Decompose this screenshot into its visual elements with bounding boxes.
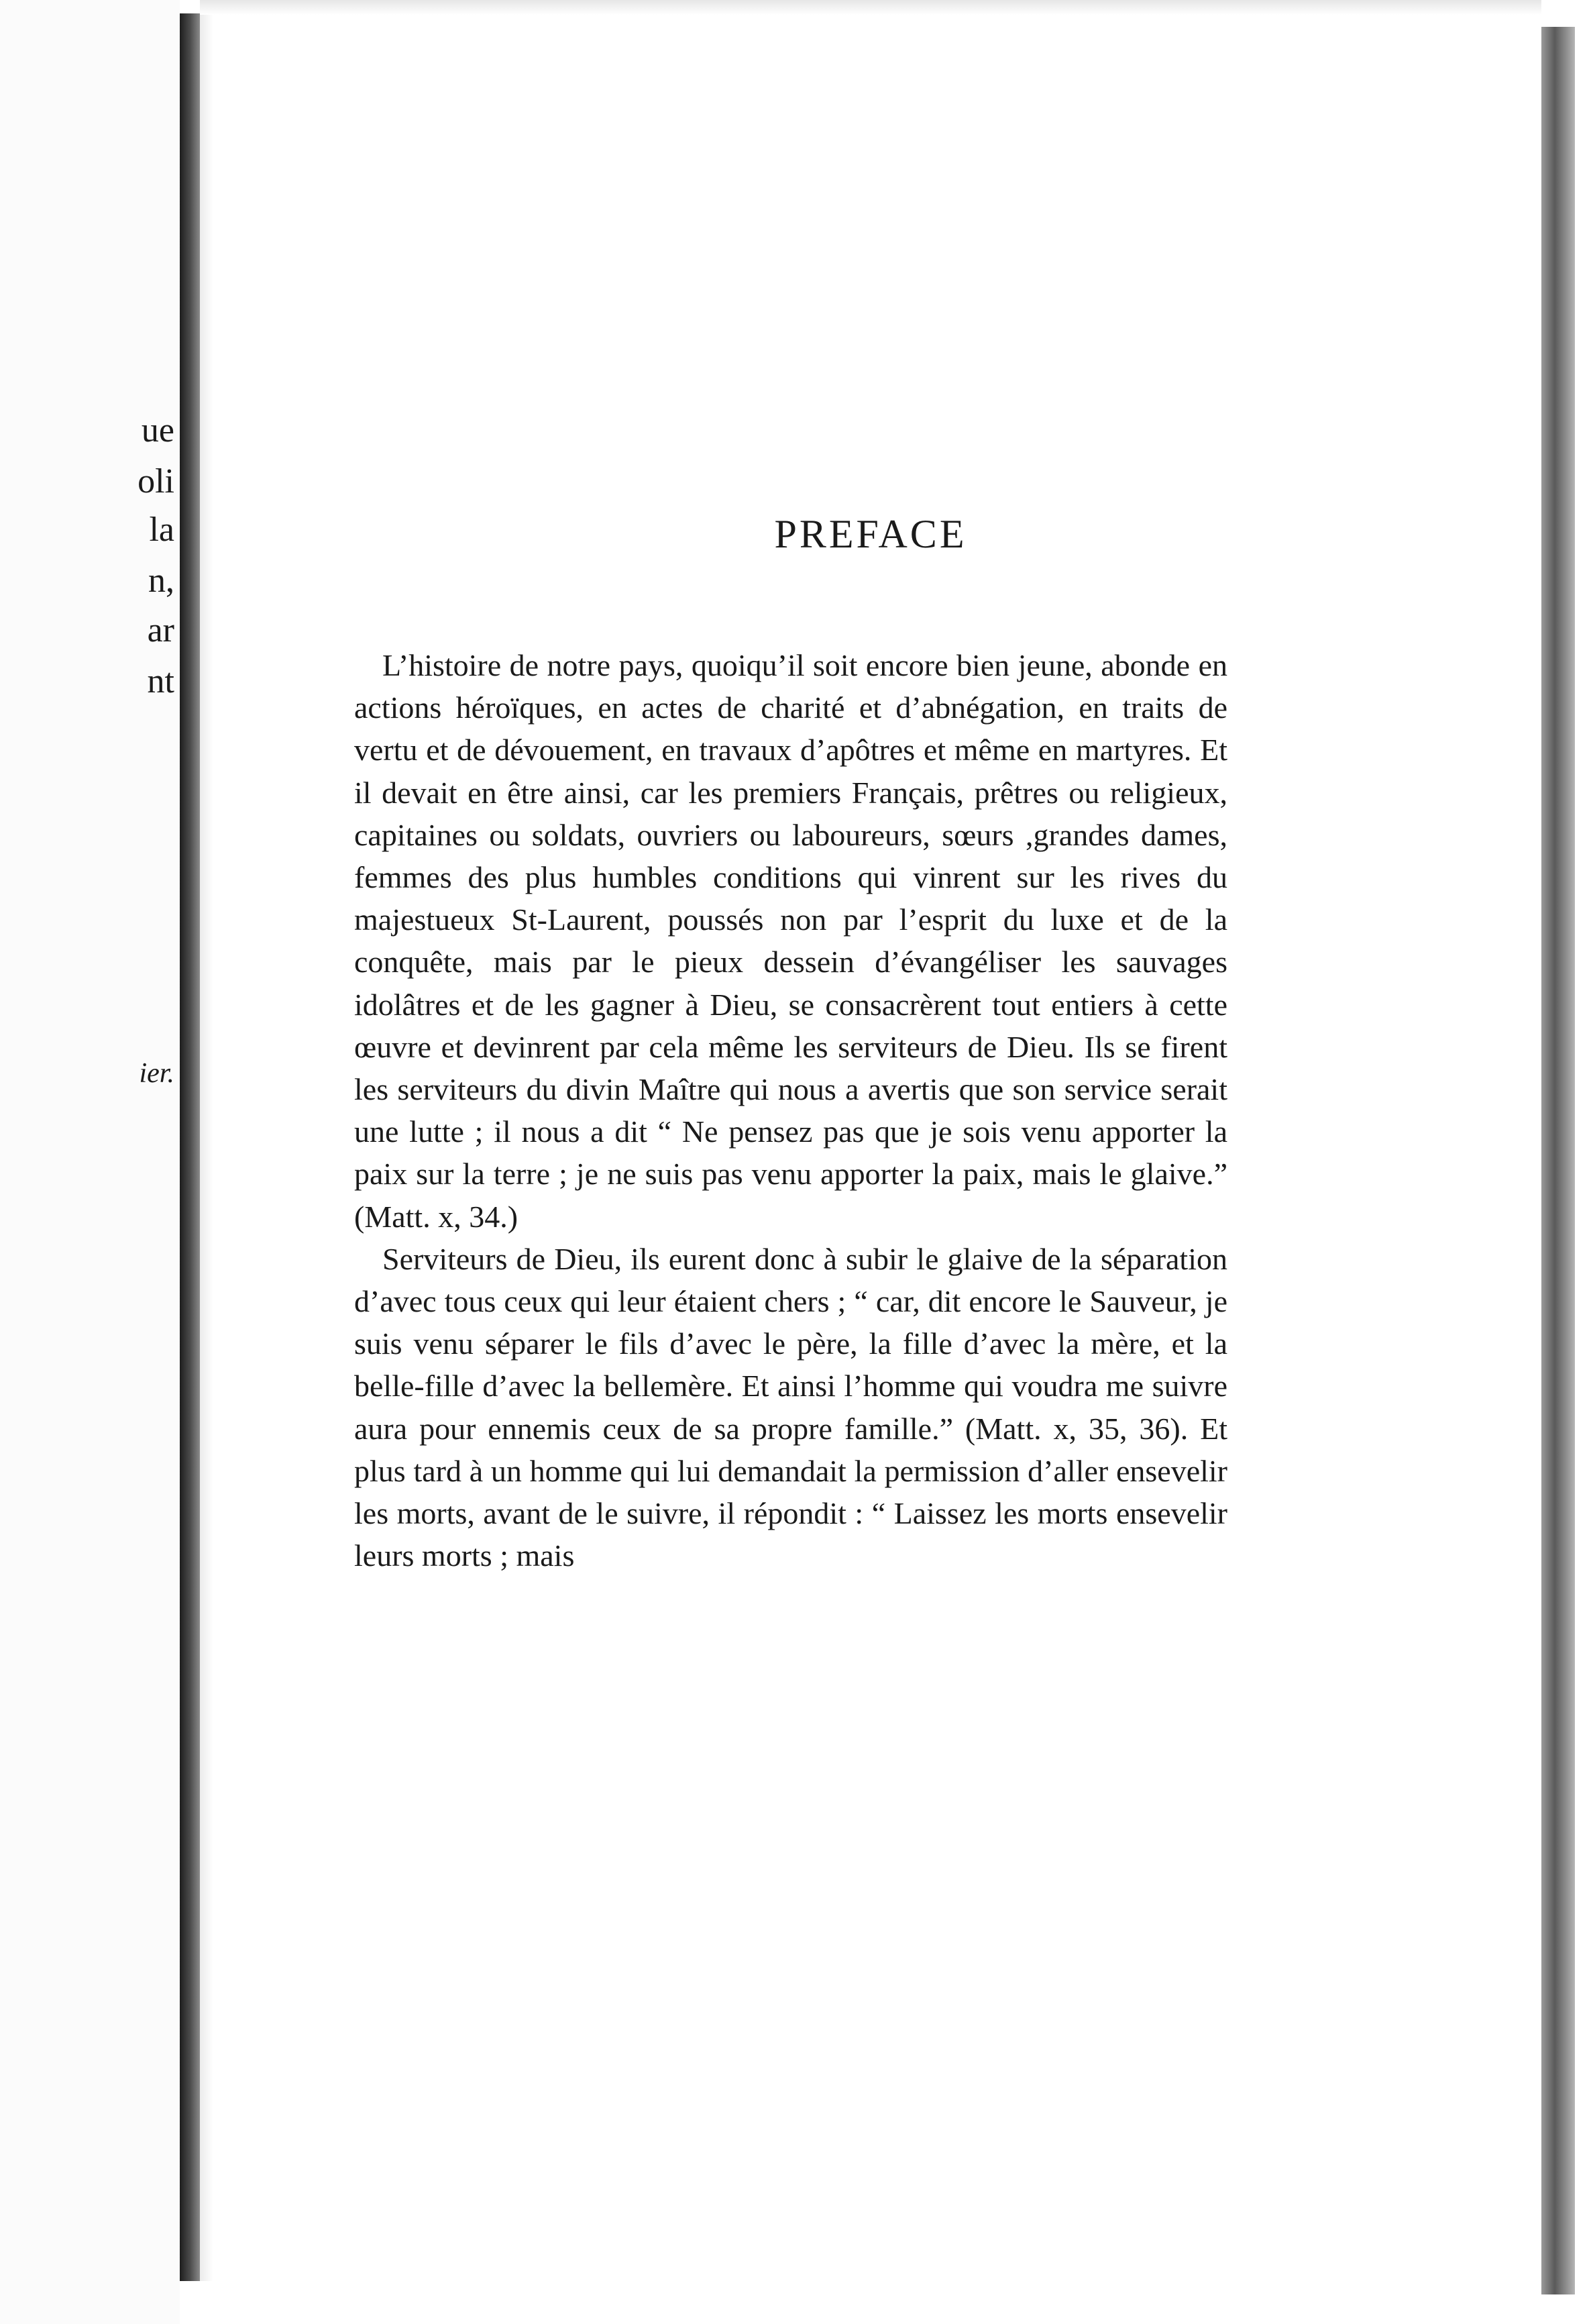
left-page-text: oli — [138, 462, 174, 500]
page-stack-edge — [1541, 27, 1575, 2294]
left-page-text: n, — [148, 562, 174, 600]
page-title: PREFACE — [774, 512, 967, 556]
left-page-text: ue — [141, 411, 174, 450]
left-page-text: nt — [147, 662, 174, 700]
left-page-fragment — [0, 0, 180, 2324]
paragraph: Serviteurs de Dieu, ils eurent donc à subir le glaive de la séparation d’avec tous ceux qui leur étaient chers ; “ car, dit encore le Sauveur, je suis venu séparer le fils d’avec le père, la fille d’avec la mère, et la belle-fille d’avec la bellemère. Et ainsi l’homme qui voudra me suivre aura pour ennemis ceux de sa propre famille.” (Matt. x, 35, 36). Et plus tard à un homme qui lui demandait la permission d’aller ensevelir les morts, avant de le suivre, il répondit : “ Laissez les morts ensevelir leurs morts ; mais — [354, 1241, 1227, 1573]
page-top-edge — [200, 0, 1541, 15]
gutter-shadow — [200, 13, 213, 2281]
book-binding-edge — [180, 13, 200, 2281]
body-text — [354, 644, 1227, 1577]
left-page-text: ier. — [139, 1058, 174, 1089]
paragraph: L’histoire de notre pays, quoiqu’il soit encore bien jeune, abonde en actions héroïques, en actes de charité et d’abnégation, en traits de vertu et de dévouement, en travaux d’apôtres et même en martyres. Et il devait en être ainsi, car les premiers Français, prêtres ou religieux, capitaines ou soldats, ouvriers ou laboureurs, sœurs ,grandes dames, femmes des plus humbles conditions qui vinrent sur les rives du majestueux St-Laurent, poussés non par l’esprit du luxe et de la conquête, mais par le pieux dessein d’évangéliser les sauvages idolâtres et de les gagner à Dieu, se consacrèrent tout entiers à cette œuvre et devinrent par cela même les serviteurs de Dieu. Ils se firent les serviteurs du divin Maître qui nous a avertis que son service serait une lutte ; il nous a dit “ Ne pensez pas que je sois venu apporter la paix sur la terre ; je ne suis pas venu apporter la paix, mais le glaive.” (Matt. x, 34.) — [354, 648, 1227, 1234]
left-page-text: la — [149, 511, 174, 549]
left-page-text: ar — [147, 611, 174, 649]
